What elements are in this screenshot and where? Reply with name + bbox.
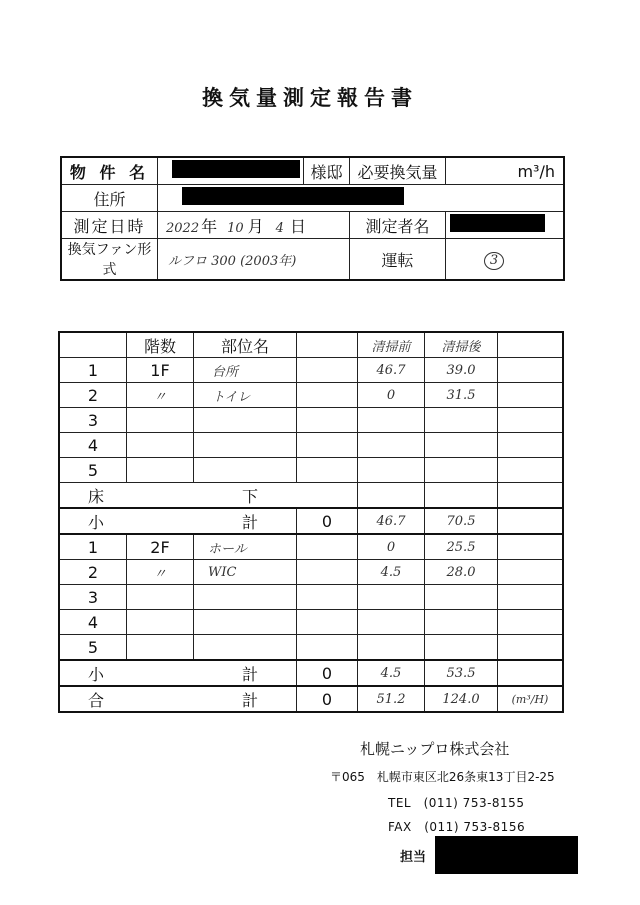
- underfloor-right: 下: [242, 486, 259, 506]
- table-row: 2 〃 トイレ 0 31.5: [59, 383, 563, 408]
- table-row: 2 〃 WIC 4.5 28.0: [59, 560, 563, 585]
- table-row: 1 2F ホール 0 25.5: [59, 534, 563, 560]
- residence-suffix: 様邸: [304, 157, 350, 185]
- date-year: 2022: [166, 220, 200, 236]
- property-name-cell: [158, 157, 304, 185]
- tanto-label: 担当: [400, 850, 427, 865]
- operation-label: 運転: [350, 239, 446, 281]
- table-row: 5: [59, 458, 563, 483]
- measurer-label: 測定者名: [350, 212, 446, 239]
- header-blank-2: [297, 332, 358, 358]
- measurer-cell: [446, 212, 565, 239]
- header-location: 部位名: [194, 332, 297, 358]
- date-day: 4: [275, 220, 284, 236]
- header-after: 清掃後: [425, 332, 498, 358]
- table-row: 5: [59, 635, 563, 661]
- fan-type-label: 換気ファン形式: [61, 239, 158, 281]
- operation-cell: [446, 239, 565, 281]
- redaction-tanto: [435, 836, 578, 874]
- company-tel: TEL (011) 753-8155: [388, 796, 525, 810]
- date-month: 10: [227, 220, 244, 236]
- date-day-unit: 日: [289, 216, 306, 236]
- date-label: 測定日時: [61, 212, 158, 239]
- page-title: 換気量測定報告書: [202, 86, 418, 110]
- header-blank: [59, 332, 127, 358]
- table-row: 4: [59, 433, 563, 458]
- table-row: 3: [59, 408, 563, 433]
- header-blank-3: [498, 332, 564, 358]
- address-label: 住所: [61, 185, 158, 212]
- property-label: 物 件 名: [61, 157, 158, 185]
- subtotal-row: 小 計 0 46.7 70.5: [59, 508, 563, 534]
- date-month-unit: 月: [247, 216, 264, 236]
- required-vent-label: 必要換気量: [350, 157, 446, 185]
- date-cell: [158, 212, 350, 239]
- unit-label: m³/h: [446, 157, 565, 185]
- company-fax: FAX (011) 753-8156: [388, 820, 526, 834]
- table-row: 1 1F 台所 46.7 39.0: [59, 358, 563, 383]
- measurement-table: [58, 331, 564, 713]
- subtotal-row: 小 計 0 4.5 53.5: [59, 660, 563, 686]
- header-before: 清掃前: [358, 332, 425, 358]
- fan-type-value: ルフロ 300 (2003年): [158, 239, 350, 281]
- total-row: 合 計 0 51.2 124.0 (m³/H): [59, 686, 563, 712]
- address-cell: [158, 185, 565, 212]
- table-row: 3: [59, 585, 563, 610]
- redaction-address: [182, 187, 404, 205]
- underfloor-row: [59, 483, 563, 509]
- redaction-measurer: [450, 214, 545, 232]
- operation-value: 3: [484, 252, 504, 270]
- total-unit: (m³/H): [498, 686, 564, 712]
- company-address: 〒065 札幌市東区北26条東13丁目2-25: [330, 770, 555, 784]
- redaction-property: [172, 160, 300, 178]
- underfloor-left: 床: [88, 486, 105, 506]
- company-name: 札幌ニップロ株式会社: [360, 740, 510, 758]
- header-table: [60, 156, 565, 281]
- table-row: 4: [59, 610, 563, 635]
- header-floor: 階数: [127, 332, 194, 358]
- date-year-unit: 年: [201, 216, 218, 236]
